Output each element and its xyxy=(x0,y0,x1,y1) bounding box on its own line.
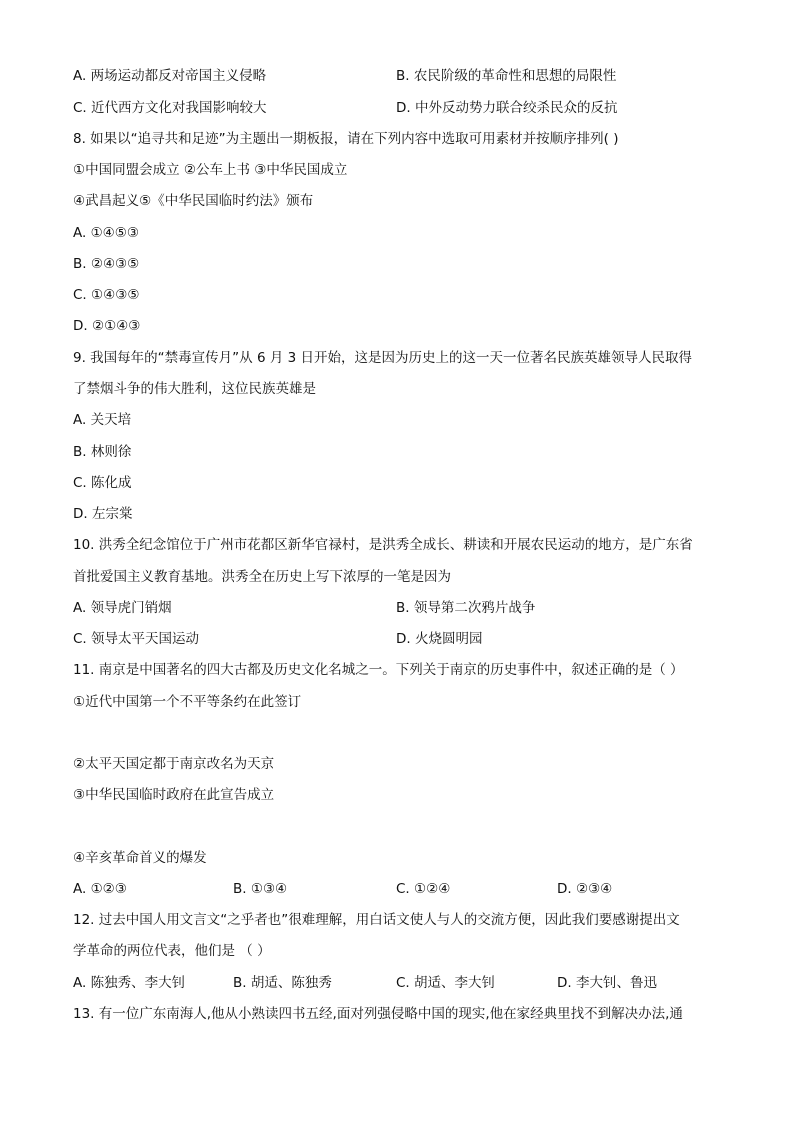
q11-item-4: ④辛亥革命首义的爆发 xyxy=(73,850,207,866)
q10-option-c: C. 领导太平天国运动 xyxy=(73,631,200,647)
q10-option-d: D. 火烧圆明园 xyxy=(396,631,483,647)
q12-option-b: B. 胡适、陈独秀 xyxy=(233,975,332,991)
q11-option-c: C. ①②④ xyxy=(396,881,451,897)
q11-item-1: ①近代中国第一个不平等条约在此签订 xyxy=(73,694,302,710)
q7-option-a: A. 两场运动都反对帝国主义侵略 xyxy=(73,68,267,84)
q9-option-b: B. 林则徐 xyxy=(73,444,132,460)
q11-stem: 11. 南京是中国著名的四大古都及历史文化名城之一。下列关于南京的历史事件中，叙述正确的是（ ） xyxy=(73,662,684,678)
q10-option-b: B. 领导第二次鸦片战争 xyxy=(396,600,536,616)
q9-stem-line1: 9. 我国每年的“禁毒宣传月”从 6 月 3 日开始，这是因为历史上的这一天一位著名民族英雄领导人民取得 xyxy=(73,350,693,366)
q8-items-line2: ④武昌起义⑤《中华民国临时约法》颁布 xyxy=(73,193,314,209)
q11-option-a: A. ①②③ xyxy=(73,881,127,897)
q11-option-b: B. ①③④ xyxy=(233,881,288,897)
q8-stem: 8. 如果以“追寻共和足迹”为主题出一期板报，请在下列内容中选取可用素材并按顺序排列( ) xyxy=(73,131,619,147)
q9-option-c: C. 陈化成 xyxy=(73,475,132,491)
q8-option-c: C. ①④③⑤ xyxy=(73,287,140,303)
q12-option-a: A. 陈独秀、李大钊 xyxy=(73,975,186,991)
q12-option-c: C. 胡适、李大钊 xyxy=(396,975,496,991)
q7-option-b: B. 农民阶级的革命性和思想的局限性 xyxy=(396,68,617,84)
q9-stem-line2: 了禁烟斗争的伟大胜利，这位民族英雄是 xyxy=(73,381,316,397)
q11-item-2: ②太平天国定都于南京改名为天京 xyxy=(73,756,275,772)
q12-stem-line2: 学革命的两位代表，他们是 （ ） xyxy=(73,943,271,959)
q13-stem-line1: 13. 有一位广东南海人,他从小熟读四书五经,面对列强侵略中国的现实,他在家经典里找不到解决办法,通 xyxy=(73,1006,683,1022)
q9-option-d: D. 左宗棠 xyxy=(73,506,133,522)
q12-stem-line1: 12. 过去中国人用文言文“之乎者也”很难理解，用白话文使人与人的交流方便，因此我们要感谢提出文 xyxy=(73,912,680,928)
q10-option-a: A. 领导虎门销烟 xyxy=(73,600,172,616)
q12-option-d: D. 李大钊、鲁迅 xyxy=(557,975,657,991)
q10-stem-line1: 10. 洪秀全纪念馆位于广州市花都区新华官禄村，是洪秀全成长、耕读和开展农民运动的地方，是广东省 xyxy=(73,537,693,553)
q8-items-line1: ①中国同盟会成立 ②公车上书 ③中华民国成立 xyxy=(73,162,348,178)
q11-option-d: D. ②③④ xyxy=(557,881,613,897)
q8-option-d: D. ②①④③ xyxy=(73,318,141,334)
q9-option-a: A. 关天培 xyxy=(73,412,132,428)
q7-option-c: C. 近代西方文化对我国影响较大 xyxy=(73,100,267,116)
q10-stem-line2: 首批爱国主义教育基地。洪秀全在历史上写下浓厚的一笔是因为 xyxy=(73,569,451,585)
q8-option-a: A. ①④⑤③ xyxy=(73,225,139,241)
q8-option-b: B. ②④③⑤ xyxy=(73,256,140,272)
q7-option-d: D. 中外反动势力联合绞杀民众的反抗 xyxy=(396,100,618,116)
q11-item-3: ③中华民国临时政府在此宣告成立 xyxy=(73,787,275,803)
